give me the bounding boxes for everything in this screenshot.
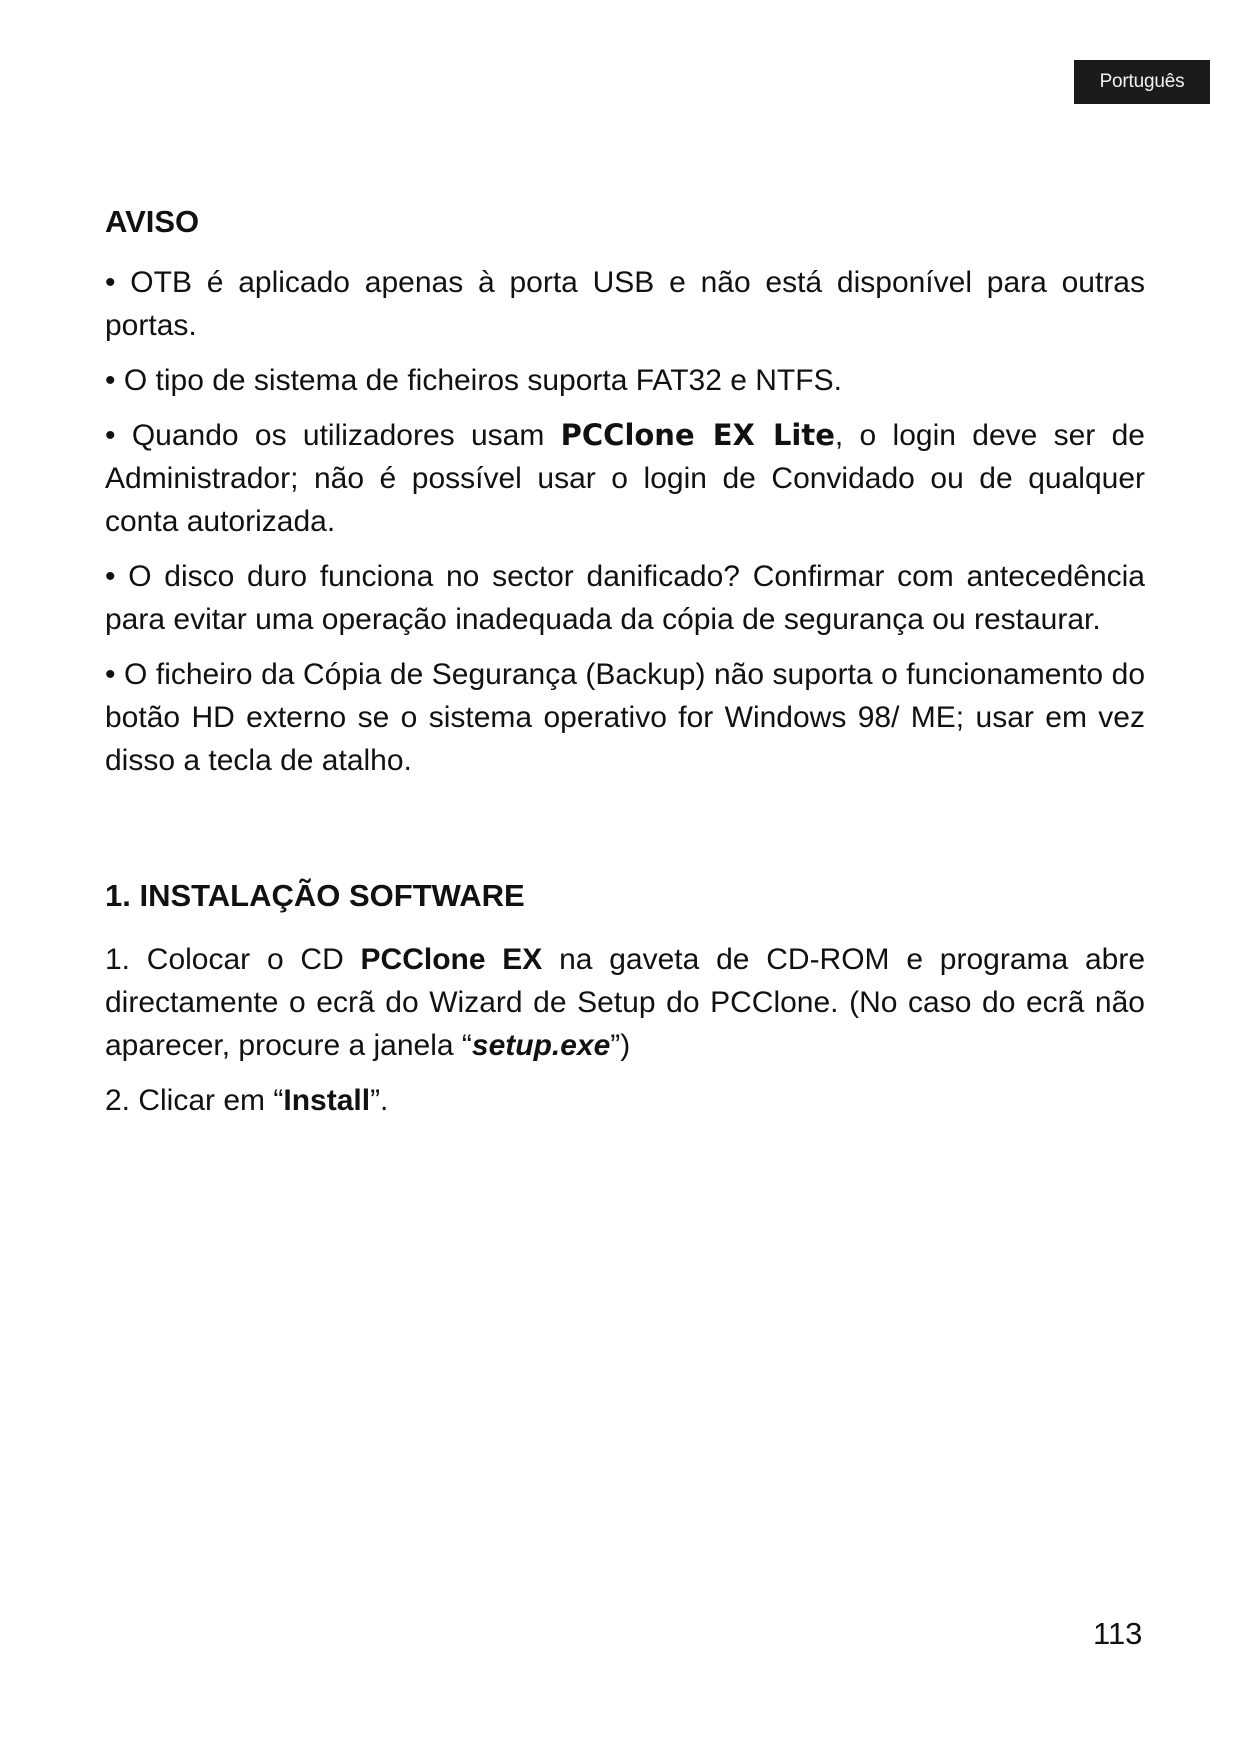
notice-heading: AVISO (105, 204, 200, 239)
installation-heading: 1. INSTALAÇÃO SOFTWARE (105, 878, 525, 913)
install-step-2-after: ”. (370, 1084, 389, 1117)
install-step-1 (105, 938, 1145, 1067)
notice-item-login (105, 414, 1145, 543)
install-step-1-before: 1. Colocar o CD (105, 943, 361, 976)
notice-item-bad-sector: • O disco duro funciona no sector danificado? Confirmar com antecedência para evitar uma operação inadequada da cópia de segurança ou restaurar. (105, 560, 1145, 636)
page-content (105, 200, 1145, 1134)
product-name-cd: PCClone EX (360, 943, 543, 976)
language-tab: Português (1074, 60, 1210, 104)
notice-item-login-before: • Quando os utilizadores usam (105, 419, 561, 452)
install-step-2-before: 2. Clicar em “ (105, 1084, 284, 1117)
notice-item-login-after: , o login deve ser de Administrador; não é possível usar o login de Convidado ou de qualquer conta autorizada. (105, 419, 1145, 538)
page-number: 113 (1093, 1616, 1143, 1651)
install-button-label: Install (283, 1084, 371, 1117)
notice-item-backup-button: • O ficheiro da Cópia de Segurança (Backup) não suporta o funcionamento do botão HD externo se o sistema operativo for Windows 98/ ME; usar em vez disso a tecla de atalho. (105, 658, 1145, 777)
setup-exe-filename: setup.exe (471, 1029, 611, 1062)
install-step-2 (105, 1079, 1145, 1122)
notice-item-otb: • OTB é aplicado apenas à porta USB e não está disponível para outras portas. (105, 266, 1145, 342)
install-step-1-middle: na gaveta de CD-ROM e programa abre directamente o ecrã do Wizard de Setup do PCClone. (No caso do ecrã não aparecer, procure a janela “ (105, 943, 1145, 1062)
product-name-lite: PCClone EX Lite (560, 418, 835, 452)
install-step-1-after: ”) (610, 1029, 631, 1062)
notice-item-filesystem: • O tipo de sistema de ficheiros suporta FAT32 e NTFS. (105, 364, 842, 397)
